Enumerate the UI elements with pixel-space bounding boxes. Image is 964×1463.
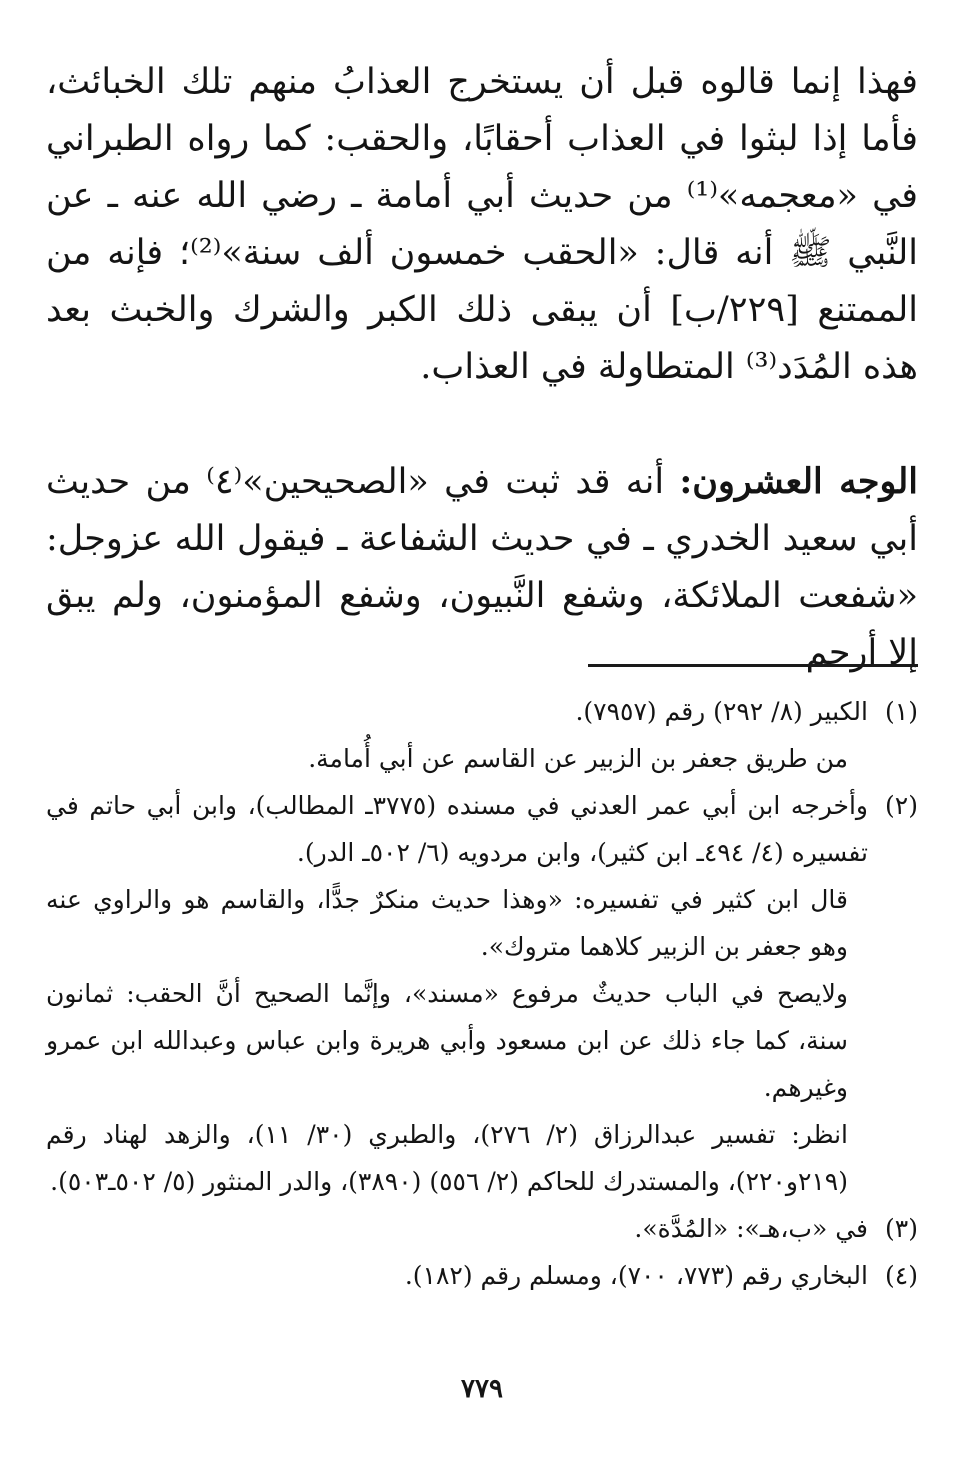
section-heading: الوجه العشرون:	[679, 461, 919, 502]
footnote-continuation: انظر: تفسير عبدالرزاق (٢/ ٢٧٦)، والطبري (٣٠/ ١١)، والزهد لهناد رقم (٢١٩و٢٢٠)، والمستدرك للحاكم (٢/ ٥٥٦) (٣٨٩٠)، والدر المنثور (٥/ ٥٠٢ـ٥٠٣).	[46, 1120, 849, 1196]
footnote-3	[46, 1205, 918, 1252]
footnote-text: وأخرجه ابن أبي عمر العدني في مسنده (٣٧٧٥ـ المطالب)، وابن أبي حاتم في تفسيره (٤/ ٤٩٤ـ ابن كثير)، وابن مردويه (٦/ ٥٠٢ـ الدر).	[46, 791, 868, 867]
footnote-number: (٣)	[885, 1214, 918, 1243]
footnote-1	[46, 688, 918, 735]
page-number: ٧٧٩	[461, 1374, 503, 1404]
footnote-continuation: قال ابن كثير في تفسيره: «وهذا حديث منكرٌ جدًّا، والقاسم هو والراوي عنه وهو جعفر بن الزبير كلاهما متروك».	[46, 885, 848, 961]
main-paragraph-2	[46, 453, 918, 682]
footnote-text: في «ب،هـ»: «المُدَّة».	[634, 1214, 868, 1243]
footnote-continuation: ولايصح في الباب حديثٌ مرفوع «مسند»، وإنَّما الصحيح أنَّ الحقب: ثمانون سنة، كما جاء ذلك عن ابن مسعود وأبي هريرة وابن عباس وعبدالله ابن عمرو وغيرهم.	[46, 979, 848, 1102]
footnote-2	[46, 782, 918, 876]
footnote-number: (٢)	[885, 791, 918, 820]
footnote-text: الكبير (٨/ ٢٩٢) رقم (٧٩٥٧).	[575, 697, 868, 726]
main-paragraph-2-body: أنه قد ثبت في «الصحيحين»⁽٤⁾ من حديث أبي سعيد الخدري ـ في حديث الشفاعة ـ فيقول الله عزوجل: «شفعت الملائكة، وشفع النَّبيون، وشفع المؤمنون، ولم يبق إلا أرحم	[46, 462, 918, 673]
footnote-text: البخاري رقم (٧٧٣، ٧٠٠)، ومسلم رقم (١٨٢).	[404, 1261, 868, 1290]
footnote-separator	[588, 664, 918, 667]
footnote-continuation: من طريق جعفر بن الزبير عن القاسم عن أبي أُمامة.	[308, 744, 848, 773]
main-paragraph-1: فهذا إنما قالوه قبل أن يستخرج العذابُ منهم تلك الخبائث، فأما إذا لبثوا في العذاب أحقابًا، والحقب: كما رواه الطبراني في «معجمه»⁽¹⁾ من حديث أبي أمامة ـ رضي الله عنه ـ عن النَّبي ﷺ أنه قال: «الحقب خمسون ألف سنة»⁽²⁾؛ فإنه من الممتنع [٢٢٩/ب] أن يبقى ذلك الكبر والشرك والخبث بعد هذه المُدَد⁽³⁾ المتطاولة في العذاب.	[46, 62, 918, 387]
footnote-number: (١)	[885, 697, 918, 726]
footnote-4	[46, 1252, 918, 1299]
footnotes-section	[46, 688, 918, 1299]
footnote-number: (٤)	[885, 1261, 918, 1290]
